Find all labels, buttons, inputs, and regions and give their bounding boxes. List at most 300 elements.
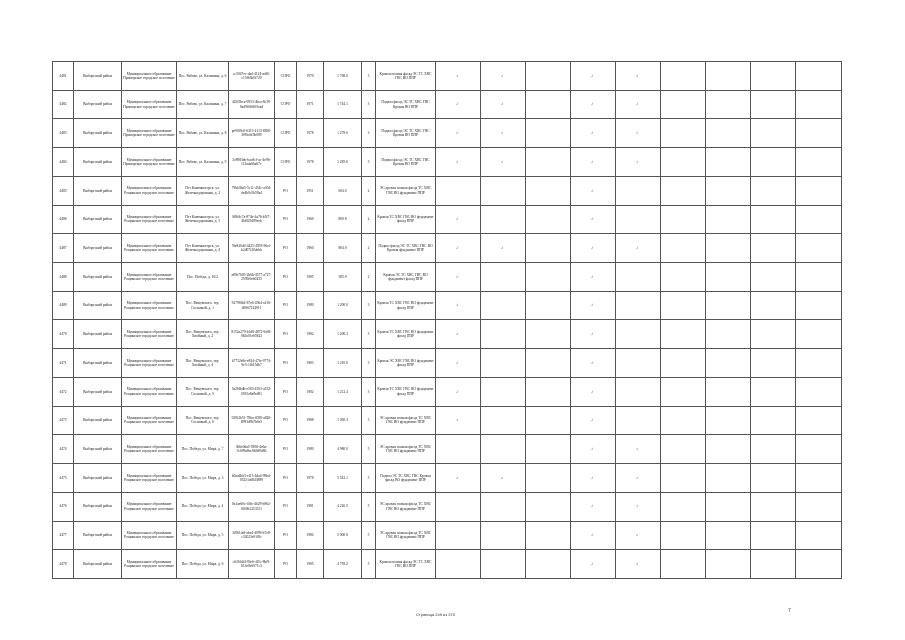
check-cell <box>481 176 526 205</box>
check-cell <box>481 492 526 521</box>
table-row <box>53 464 842 493</box>
check-cell <box>796 62 842 91</box>
category-cell: РО <box>275 377 297 406</box>
check-mark-icon: ✓ <box>591 389 595 394</box>
fias-code-cell: 029f2b51-78ba-4058-a820-8993d9b7b6e5 <box>229 406 275 435</box>
fias-code-cell: 8152a279-b1d8-4872-9a94-0b5a01e65823 <box>229 320 275 349</box>
municipality-cell: Муниципальное образование Рощинское городское поселение <box>122 205 177 234</box>
category-cell: РО <box>275 263 297 292</box>
floors-cell: 3 <box>362 377 376 406</box>
works-cell: Подвал фасад ЭС ТС ХВС ГВС Кровля ВО ППР <box>376 119 436 148</box>
municipality-cell: Муниципальное образование Рощинское городское поселение <box>122 320 177 349</box>
check-cell <box>661 119 706 148</box>
works-cell: ЭС кровля полная фасад ТС ХВС ГВС ВО фундамент ППР <box>376 492 436 521</box>
check-mark-icon: ✓ <box>636 159 640 165</box>
check-cell <box>661 234 706 263</box>
year-cell: 1978 <box>297 464 324 493</box>
check-cell <box>526 148 571 177</box>
check-cell <box>706 377 751 406</box>
check-mark-icon: ✓ <box>456 331 460 337</box>
address-cell: Пгт Каменногорск, ул. Железнодорожная, д. 4 <box>177 234 229 263</box>
check-cell <box>571 90 616 119</box>
floors-cell: 3 <box>362 320 376 349</box>
area-cell: 5 543.1 <box>324 464 362 493</box>
check-cell <box>661 148 706 177</box>
category-cell: РО <box>275 234 297 263</box>
check-cell <box>751 320 796 349</box>
check-cell <box>571 176 616 205</box>
table-row <box>53 320 842 349</box>
works-cell: ЭС кровля полная фасад ТС ХВС ГВС ВО фундамент ППР <box>376 435 436 464</box>
table-row <box>53 550 842 579</box>
check-cell <box>796 406 842 435</box>
category-cell: СОРО <box>275 119 297 148</box>
table-row <box>53 435 842 464</box>
address-cell: Пос. Победа, ул. Мира, д. 7 <box>177 435 229 464</box>
housing-register-table <box>52 61 842 579</box>
table-row <box>53 205 842 234</box>
check-cell <box>751 148 796 177</box>
floors-cell: 5 <box>362 492 376 521</box>
check-cell <box>436 62 481 91</box>
fias-code-cell: 9fe820d4-4425-4593-96ef-b2d07f20debb <box>229 234 275 263</box>
fias-code-cell: b7732e9e-e834-47fe-9774-9e7c1f615db7 <box>229 349 275 378</box>
table-row <box>53 148 842 177</box>
year-cell: 1985 <box>297 550 324 579</box>
check-cell <box>616 62 661 91</box>
fias-code-cell: pe90f9c0-6315-4113-8830-3f96cbf5b089 <box>229 119 275 148</box>
municipality-cell: Муниципальное образование Рощинское городское поселение <box>122 349 177 378</box>
check-cell <box>571 435 616 464</box>
address-cell: Пгт Каменногорск, ул. Железнодорожная, д. 2 <box>177 176 229 205</box>
check-cell <box>571 464 616 493</box>
check-cell <box>751 464 796 493</box>
category-cell: СОРО <box>275 90 297 119</box>
row-number: 4483 <box>53 119 74 148</box>
year-cell: 1980 <box>297 435 324 464</box>
category-cell: РО <box>275 349 297 378</box>
check-cell <box>616 521 661 550</box>
address-cell: Пос. Рябово, ул. Калинина, д. 6 <box>177 62 229 91</box>
check-cell <box>751 119 796 148</box>
district-cell: Выборгский район <box>74 205 122 234</box>
check-cell <box>796 234 842 263</box>
check-mark-icon: ✓ <box>456 274 460 279</box>
works-cell: ЭС кровля полная фасад ТС ХВС ГВС ВО фундамент ППР <box>376 406 436 435</box>
area-cell: 1 744.1 <box>324 90 362 119</box>
check-mark-icon: ✓ <box>501 130 505 136</box>
district-cell: Выборгский район <box>74 90 122 119</box>
check-mark-icon: ✓ <box>591 418 595 423</box>
table-row <box>53 234 842 263</box>
check-cell <box>706 148 751 177</box>
district-cell: Выборгский район <box>74 492 122 521</box>
check-cell <box>751 550 796 579</box>
works-cell: ЭС кровля полная фасад ТС ХВС ГВС ВО фундамент ППР <box>376 176 436 205</box>
check-cell <box>796 377 842 406</box>
row-number: 4484 <box>53 148 74 177</box>
check-cell <box>661 406 706 435</box>
check-mark-icon: ✓ <box>591 245 595 251</box>
check-cell <box>526 492 571 521</box>
check-cell <box>436 377 481 406</box>
year-cell: 1980 <box>297 291 324 320</box>
district-cell: Выборгский район <box>74 521 122 550</box>
floors-cell: 3 <box>362 406 376 435</box>
table-row <box>53 62 842 91</box>
check-cell <box>481 435 526 464</box>
municipality-cell: Муниципальное образование Рощинское городское поселение <box>122 263 177 292</box>
check-cell <box>481 349 526 378</box>
table-body <box>53 62 842 579</box>
municipality-cell: Муниципальное образование Рощинское городское поселение <box>122 377 177 406</box>
floors-cell: 5 <box>362 521 376 550</box>
works-cell: Кровля ТС ХВС ГВС ВО фундамент фасад ППР <box>376 320 436 349</box>
row-number: 4475 <box>53 464 74 493</box>
check-cell <box>481 521 526 550</box>
floors-cell: 2 <box>362 176 376 205</box>
year-cell: 1985 <box>297 263 324 292</box>
works-cell: Подвал фасад ЭС ТС ХВС ГВС Кровля ВО ППР <box>376 148 436 177</box>
year-cell: 1971 <box>297 90 324 119</box>
address-cell: Пос. Вещевского, тер. Хвойный, д. 2 <box>177 320 229 349</box>
area-cell: 804.0 <box>324 234 362 263</box>
row-number: 4487 <box>53 234 74 263</box>
area-cell: 800.8 <box>324 205 362 234</box>
table-row <box>53 263 842 292</box>
district-cell: Выборгский район <box>74 377 122 406</box>
table-row <box>53 377 842 406</box>
area-cell: 604.0 <box>324 176 362 205</box>
floors-cell: 5 <box>362 550 376 579</box>
row-number: 4471 <box>53 349 74 378</box>
category-cell: РО <box>275 291 297 320</box>
check-mark-icon: ✓ <box>456 245 460 251</box>
check-cell <box>661 377 706 406</box>
fias-code-cell: 92798fb4-87e4-4564-a136-d0667224911 <box>229 291 275 320</box>
works-cell: Кровля ТС ХВС ГВС ВО фундамент фасад ППР <box>376 205 436 234</box>
area-cell: 1 285.6 <box>324 148 362 177</box>
check-cell <box>796 205 842 234</box>
check-mark-icon: ✓ <box>501 73 505 78</box>
check-cell <box>436 521 481 550</box>
check-cell <box>751 176 796 205</box>
area-cell: 1 200.3 <box>324 320 362 349</box>
row-number: 4474 <box>53 435 74 464</box>
check-mark-icon: ✓ <box>636 102 640 107</box>
address-cell: Пос. Рябово, ул. Калинина, д. 8 <box>177 119 229 148</box>
check-mark-icon: ✓ <box>591 130 595 136</box>
fias-code-cell: b0aa4b63-ef13-4da4-99bd-05231a6843889 <box>229 464 275 493</box>
check-cell <box>706 550 751 579</box>
check-cell <box>526 435 571 464</box>
check-mark-icon: ✓ <box>456 102 460 107</box>
check-cell <box>661 90 706 119</box>
check-cell <box>526 205 571 234</box>
floors-cell: 2 <box>362 263 376 292</box>
floors-cell: 2 <box>362 234 376 263</box>
municipality-cell: Муниципальное образование Приморское городское поселение <box>122 148 177 177</box>
check-cell <box>436 349 481 378</box>
year-cell: 1982 <box>297 377 324 406</box>
area-cell: 5 000.0 <box>324 521 362 550</box>
area-cell: 1 050.3 <box>324 406 362 435</box>
area-cell: 1 768.6 <box>324 62 362 91</box>
check-mark-icon: ✓ <box>591 217 595 222</box>
check-cell <box>526 234 571 263</box>
works-cell: Подвал ЭС ТС ХВС ГВС Кровля фасад ВО фундамент ППР <box>376 464 436 493</box>
check-cell <box>706 349 751 378</box>
district-cell: Выборгский район <box>74 148 122 177</box>
works-cell: Кровля ТС ХВС ГВС ВО фундамент фасад ППР <box>376 377 436 406</box>
check-cell <box>436 119 481 148</box>
check-mark-icon: ✓ <box>456 159 460 165</box>
check-mark-icon: ✓ <box>591 102 595 107</box>
check-cell <box>526 377 571 406</box>
check-cell <box>481 550 526 579</box>
category-cell: РО <box>275 550 297 579</box>
year-cell: 1984 <box>297 521 324 550</box>
check-cell <box>751 406 796 435</box>
check-cell <box>706 291 751 320</box>
table-row <box>53 119 842 148</box>
check-cell <box>661 320 706 349</box>
check-cell <box>796 492 842 521</box>
area-cell: 1 212.4 <box>324 377 362 406</box>
year-cell: 1988 <box>297 406 324 435</box>
row-number: 4476 <box>53 492 74 521</box>
table-row <box>53 90 842 119</box>
check-cell <box>706 406 751 435</box>
works-cell: Кровля полная фасад ЭС ТС ХВС ГВС ВО ППР <box>376 550 436 579</box>
year-cell: 1978 <box>297 119 324 148</box>
fias-code-cell: 3f961fa8-abe4-4099-b7e8-c32023e91f8c <box>229 521 275 550</box>
category-cell: РО <box>275 176 297 205</box>
address-cell: Пос. Вещевского, тер. Сосновый, д. 1 <box>177 291 229 320</box>
check-cell <box>571 521 616 550</box>
check-cell <box>796 320 842 349</box>
district-cell: Выборгский район <box>74 464 122 493</box>
check-cell <box>796 148 842 177</box>
check-cell <box>661 176 706 205</box>
check-mark-icon: ✓ <box>456 217 460 222</box>
works-cell: Кровля ТС ХВС ГВС ВО фундамент фасад ППР <box>376 291 436 320</box>
check-cell <box>751 435 796 464</box>
check-mark-icon: ✓ <box>456 418 460 423</box>
check-cell <box>571 349 616 378</box>
category-cell: РО <box>275 205 297 234</box>
check-cell <box>616 492 661 521</box>
floors-cell: 2 <box>362 205 376 234</box>
check-mark-icon: ✓ <box>636 446 640 452</box>
district-cell: Выборгский район <box>74 550 122 579</box>
works-cell: ЭС кровля полная фасад ТС ХВС ГВС ВО фундамент ППР <box>376 521 436 550</box>
check-cell <box>796 435 842 464</box>
check-cell <box>436 291 481 320</box>
municipality-cell: Муниципальное образование Приморское городское поселение <box>122 90 177 119</box>
check-cell <box>436 234 481 263</box>
district-cell: Выборгский район <box>74 119 122 148</box>
check-cell <box>751 234 796 263</box>
check-mark-icon: ✓ <box>456 303 460 308</box>
fias-code-cell: 366e0da5-5856-4e6a-5c699a8ec6b9d9d8b <box>229 435 275 464</box>
check-cell <box>616 320 661 349</box>
works-cell: Кровля ЭС ХВС ГВС ВО фундамент фасад ППР <box>376 349 436 378</box>
check-cell <box>436 263 481 292</box>
check-cell <box>751 263 796 292</box>
check-mark-icon: ✓ <box>591 446 595 452</box>
check-mark-icon: ✓ <box>501 159 505 165</box>
check-cell <box>796 176 842 205</box>
check-cell <box>526 320 571 349</box>
check-mark-icon: ✓ <box>501 475 505 480</box>
address-cell: Пос. Победа, ул. Мира, д. 5 <box>177 521 229 550</box>
check-cell <box>571 550 616 579</box>
check-cell <box>661 62 706 91</box>
check-cell <box>571 291 616 320</box>
row-number: 4477 <box>53 521 74 550</box>
area-cell: 1 210.0 <box>324 349 362 378</box>
check-cell <box>481 291 526 320</box>
check-cell <box>616 349 661 378</box>
check-mark-icon: ✓ <box>636 504 640 509</box>
page-number: Страница 249 из 375 <box>416 612 455 617</box>
check-cell <box>706 62 751 91</box>
check-cell <box>481 90 526 119</box>
municipality-cell: Муниципальное образование Рощинское городское поселение <box>122 492 177 521</box>
check-cell <box>436 492 481 521</box>
check-cell <box>571 119 616 148</box>
area-cell: 1 200.0 <box>324 291 362 320</box>
check-cell <box>751 205 796 234</box>
year-cell: 1960 <box>297 234 324 263</box>
works-cell: Кровля полная фасад ЭС ТС ХВС ГВС ВО ППР <box>376 62 436 91</box>
municipality-cell: Муниципальное образование Рощинское городское поселение <box>122 234 177 263</box>
category-cell: СОРО <box>275 62 297 91</box>
fias-code-cell: 3c8983eb-bac8cf-ac-4e96-f13ada6ba67c <box>229 148 275 177</box>
check-cell <box>571 406 616 435</box>
check-mark-icon: ✓ <box>636 73 640 78</box>
area-cell: 1 278.6 <box>324 119 362 148</box>
check-cell <box>751 377 796 406</box>
check-mark-icon: ✓ <box>456 475 460 480</box>
category-cell: РО <box>275 492 297 521</box>
check-cell <box>481 119 526 148</box>
check-mark-icon: ✓ <box>591 274 595 279</box>
check-mark-icon: ✓ <box>591 331 595 337</box>
check-cell <box>796 263 842 292</box>
row-number: 4470 <box>53 320 74 349</box>
check-cell <box>751 521 796 550</box>
check-mark-icon: ✓ <box>591 533 595 538</box>
check-mark-icon: ✓ <box>591 188 595 193</box>
check-cell <box>616 550 661 579</box>
category-cell: РО <box>275 320 297 349</box>
check-cell <box>481 320 526 349</box>
table-row <box>53 176 842 205</box>
check-cell <box>796 464 842 493</box>
address-cell: Пос. Вещевского, тер. Сосновый, д. 6 <box>177 406 229 435</box>
municipality-cell: Муниципальное образование Рощинское городское поселение <box>122 464 177 493</box>
check-mark-icon: ✓ <box>591 73 595 78</box>
check-cell <box>481 464 526 493</box>
check-cell <box>706 90 751 119</box>
check-mark-icon: ✓ <box>636 533 640 538</box>
check-mark-icon: ✓ <box>591 475 595 480</box>
table-row <box>53 406 842 435</box>
floors-cell: 5 <box>362 435 376 464</box>
area-cell: 4 980.0 <box>324 435 362 464</box>
table-row <box>53 521 842 550</box>
check-cell <box>706 234 751 263</box>
district-cell: Выборгский район <box>74 176 122 205</box>
check-cell <box>436 320 481 349</box>
check-cell <box>706 176 751 205</box>
check-cell <box>661 291 706 320</box>
check-cell <box>571 205 616 234</box>
year-cell: 1983 <box>297 349 324 378</box>
row-number: 4486 <box>53 205 74 234</box>
check-cell <box>751 90 796 119</box>
check-cell <box>751 349 796 378</box>
check-cell <box>436 550 481 579</box>
floors-cell: 3 <box>362 119 376 148</box>
check-cell <box>796 349 842 378</box>
check-cell <box>796 119 842 148</box>
check-cell <box>571 234 616 263</box>
district-cell: Выборгский район <box>74 320 122 349</box>
address-cell: Пос. Победа, ул. Мира, д. 3 <box>177 464 229 493</box>
year-cell: 1978 <box>297 148 324 177</box>
fias-code-cell: 5a28fbdb-e583-4503-a532-0915e8a8ed81 <box>229 377 275 406</box>
address-cell: Пос. Рябово, ул. Калинина, д. 9 <box>177 148 229 177</box>
check-mark-icon: ✓ <box>636 561 640 567</box>
district-cell: Выборгский район <box>74 263 122 292</box>
check-cell <box>481 406 526 435</box>
check-cell <box>616 119 661 148</box>
district-cell: Выборгский район <box>74 62 122 91</box>
check-cell <box>616 406 661 435</box>
check-cell <box>526 521 571 550</box>
check-cell <box>616 176 661 205</box>
row-number: 4488 <box>53 263 74 292</box>
category-cell: РО <box>275 406 297 435</box>
check-cell <box>661 263 706 292</box>
check-cell <box>661 492 706 521</box>
municipality-cell: Муниципальное образование Приморское городское поселение <box>122 119 177 148</box>
corner-mark: 7 <box>788 608 791 614</box>
works-cell: Подвал фасад ЭС ТС ХВС ГВС ВО Кровля фундамент ППР <box>376 234 436 263</box>
check-cell <box>526 119 571 148</box>
check-mark-icon: ✓ <box>591 159 595 165</box>
check-cell <box>526 291 571 320</box>
check-cell <box>436 435 481 464</box>
floors-cell: 5 <box>362 464 376 493</box>
municipality-cell: Муниципальное образование Рощинское городское поселение <box>122 521 177 550</box>
address-cell: Пос. Рябово, ул. Калинина, д. 7 <box>177 90 229 119</box>
check-mark-icon: ✓ <box>456 130 460 136</box>
check-cell <box>526 406 571 435</box>
check-mark-icon: ✓ <box>501 245 505 251</box>
check-cell <box>661 349 706 378</box>
check-mark-icon: ✓ <box>456 389 460 394</box>
check-cell <box>796 521 842 550</box>
check-cell <box>796 291 842 320</box>
check-cell <box>526 349 571 378</box>
check-cell <box>436 176 481 205</box>
check-cell <box>571 148 616 177</box>
category-cell: РО <box>275 435 297 464</box>
